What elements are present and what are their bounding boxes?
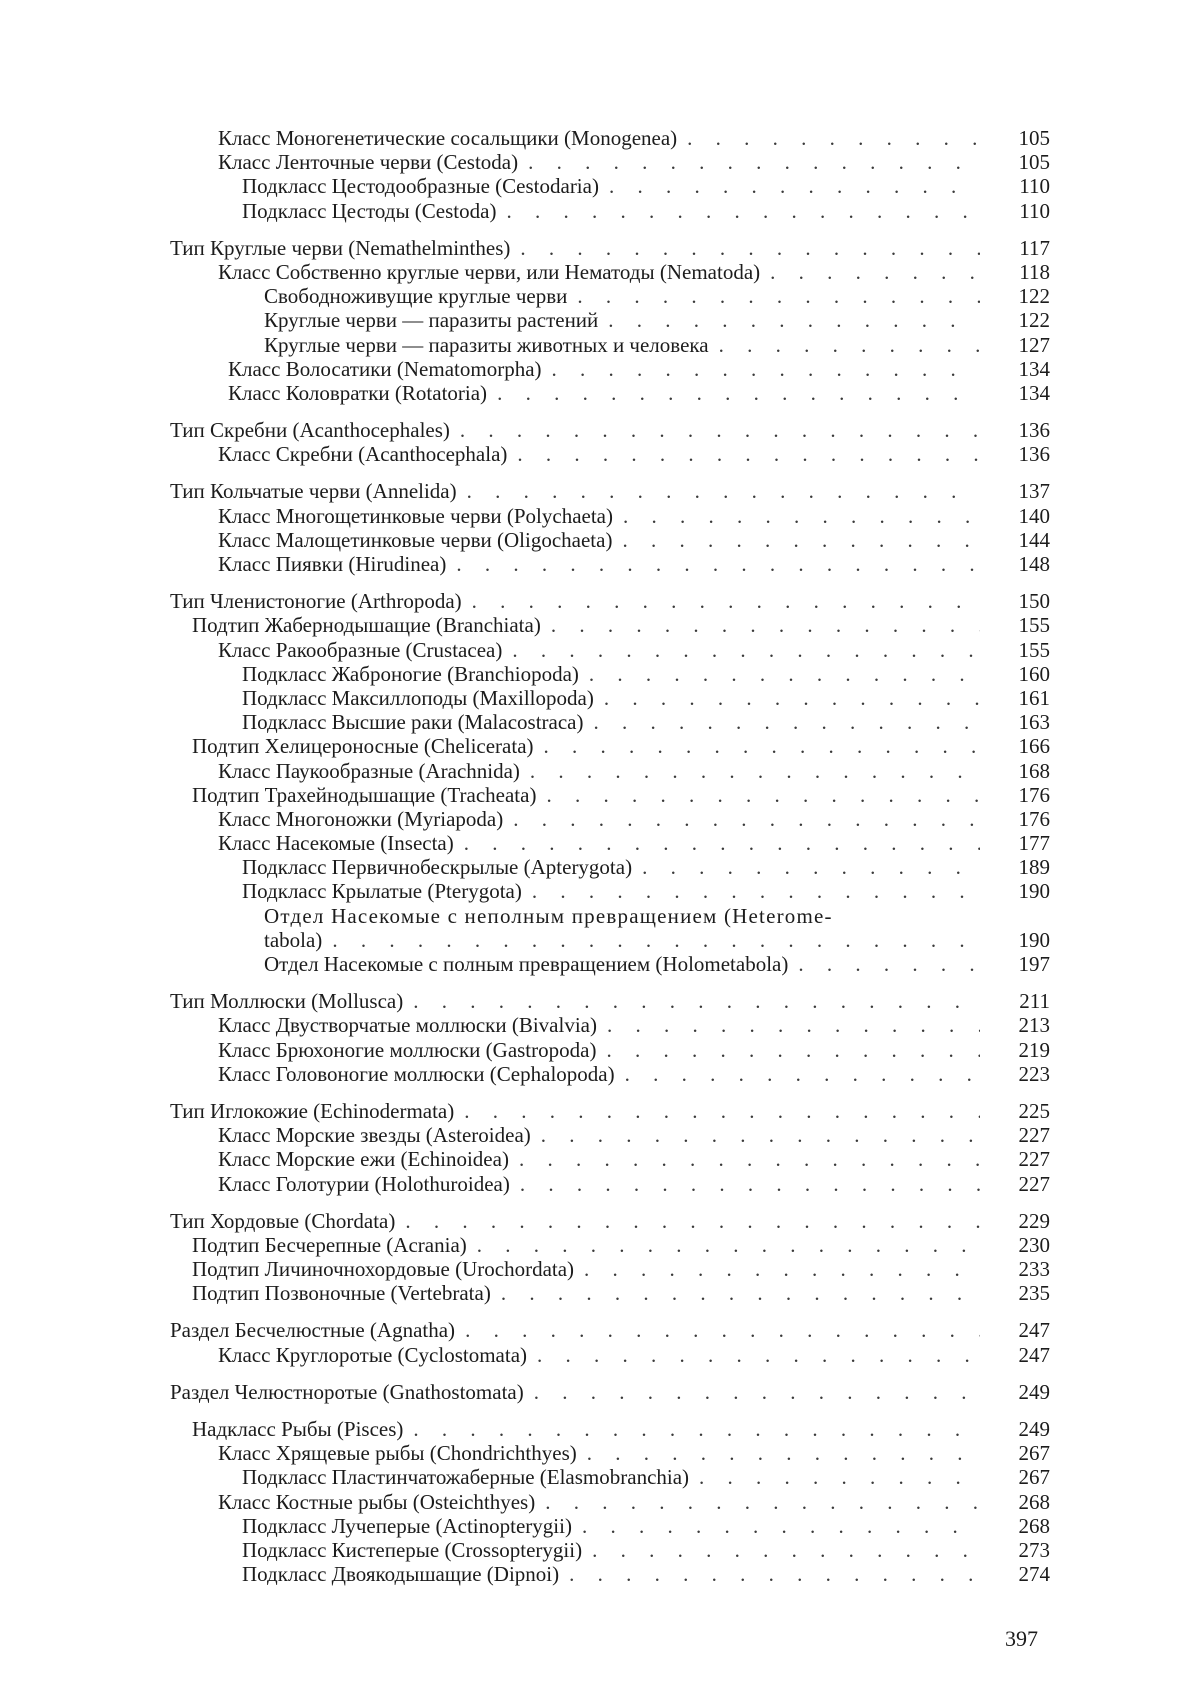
toc-entry bbox=[170, 1318, 1050, 1342]
toc-entry-title: Подкласс Цестоды (Cestoda) bbox=[242, 199, 500, 223]
toc-entry bbox=[170, 381, 1050, 405]
toc-entry-leader bbox=[192, 1417, 980, 1441]
toc-entry-leader bbox=[192, 783, 980, 807]
toc-entry-page: 219 bbox=[1018, 1037, 1050, 1062]
toc-entry-page: 197 bbox=[1018, 952, 1050, 976]
toc-entry-leader bbox=[218, 1038, 980, 1062]
toc-entry-title: Класс Ракообразные (Crustacea) bbox=[218, 638, 506, 662]
table-of-contents bbox=[170, 126, 1050, 1586]
toc-entry-page: 233 bbox=[1018, 1257, 1050, 1282]
toc-entry-page: 273 bbox=[1018, 1537, 1050, 1562]
toc-entry-leader bbox=[170, 479, 980, 503]
toc-entry-page: 190 bbox=[1018, 879, 1050, 904]
toc-entry-page: 105 bbox=[1018, 150, 1050, 175]
toc-entry-title: Отдел Насекомые с неполным превращением (Heterome- bbox=[264, 904, 837, 928]
toc-entry-leader bbox=[170, 1209, 980, 1233]
toc-entry-title: Класс Морские ежи (Echinoidea) bbox=[218, 1147, 513, 1171]
toc-entry bbox=[170, 357, 1050, 381]
toc-entry-title: Подкласс Жаброногие (Branchiopoda) bbox=[242, 662, 583, 686]
toc-entry-page: 227 bbox=[1018, 1123, 1050, 1148]
toc-entry-page: 176 bbox=[1018, 782, 1050, 807]
toc-entry bbox=[170, 442, 1050, 466]
toc-entry-leader bbox=[218, 831, 980, 855]
toc-entry-page: 110 bbox=[1019, 198, 1050, 223]
toc-entry bbox=[170, 1062, 1050, 1086]
toc-entry bbox=[170, 552, 1050, 576]
toc-entry-title: Тип Членистоногие (Arthropoda) bbox=[170, 589, 466, 613]
toc-entry-title: Класс Моногенетические сосальщики (Monogenea) bbox=[218, 126, 681, 150]
toc-entry-leader bbox=[218, 1490, 980, 1514]
toc-entry bbox=[170, 686, 1050, 710]
toc-entry-title: Класс Хрящевые рыбы (Chondrichthyes) bbox=[218, 1441, 581, 1465]
toc-entry-leader bbox=[242, 855, 980, 879]
toc-entry-leader bbox=[218, 1123, 980, 1147]
toc-entry-leader bbox=[170, 1099, 980, 1123]
toc-entry-page: 211 bbox=[1019, 989, 1050, 1014]
toc-entry-title: Класс Насекомые (Insecta) bbox=[218, 831, 458, 855]
toc-entry bbox=[170, 284, 1050, 308]
toc-entry-leader bbox=[192, 1233, 980, 1257]
toc-entry bbox=[170, 1257, 1050, 1281]
toc-entry-page: 148 bbox=[1018, 552, 1050, 576]
toc-entry-page: 230 bbox=[1018, 1232, 1050, 1257]
toc-entry bbox=[170, 1233, 1050, 1257]
toc-entry-page: 227 bbox=[1018, 1147, 1050, 1172]
toc-entry bbox=[170, 1343, 1050, 1367]
toc-entry-page: 110 bbox=[1019, 174, 1050, 199]
toc-entry-leader bbox=[218, 442, 980, 466]
toc-entry bbox=[170, 1490, 1050, 1514]
toc-entry bbox=[170, 1172, 1050, 1196]
toc-entry-page: 127 bbox=[1018, 332, 1050, 357]
toc-entry-title: Класс Голотурии (Holothuroidea) bbox=[218, 1172, 514, 1196]
toc-entry-title: Тип Скребни (Acanthocephales) bbox=[170, 418, 454, 442]
toc-entry-page: 134 bbox=[1018, 356, 1050, 381]
toc-entry-title: Тип Иглокожие (Echinodermata) bbox=[170, 1099, 458, 1123]
toc-entry-page: 105 bbox=[1018, 126, 1050, 150]
toc-entry bbox=[170, 662, 1050, 686]
toc-entry bbox=[170, 150, 1050, 174]
toc-entry-title: Подтип Жабернодышащие (Branchiata) bbox=[192, 613, 545, 637]
toc-entry-leader bbox=[264, 333, 980, 357]
toc-entry-page: 155 bbox=[1018, 637, 1050, 662]
toc-entry-title: Подтип Бесчерепные (Acrania) bbox=[192, 1233, 471, 1257]
toc-entry bbox=[170, 807, 1050, 831]
toc-entry bbox=[170, 879, 1050, 903]
toc-entry-title: Свободноживущие круглые черви bbox=[264, 284, 571, 308]
toc-entry-page: 229 bbox=[1018, 1208, 1050, 1233]
toc-entry-title: Подкласс Высшие раки (Malacostraca) bbox=[242, 710, 588, 734]
toc-entry-title: Класс Головоногие моллюски (Cephalopoda) bbox=[218, 1062, 619, 1086]
toc-entry-leader bbox=[242, 879, 980, 903]
toc-entry-title: Тип Круглые черви (Nemathelminthes) bbox=[170, 236, 514, 260]
toc-entry-page: 144 bbox=[1018, 527, 1050, 552]
toc-entry bbox=[170, 528, 1050, 552]
toc-entry bbox=[170, 199, 1050, 223]
toc-entry-leader bbox=[242, 1465, 980, 1489]
toc-entry-page: 267 bbox=[1018, 1465, 1050, 1490]
toc-entry-title: Тип Моллюски (Mollusca) bbox=[170, 989, 407, 1013]
toc-entry-title: Раздел Бесчелюстные (Agnatha) bbox=[170, 1318, 459, 1342]
toc-entry-leader bbox=[170, 989, 980, 1013]
toc-entry bbox=[170, 831, 1050, 855]
toc-entry-leader bbox=[218, 126, 980, 150]
toc-entry-leader bbox=[242, 686, 980, 710]
toc-entry bbox=[170, 174, 1050, 198]
toc-entry-title: tabola) bbox=[264, 928, 326, 952]
toc-entry-leader bbox=[242, 662, 980, 686]
toc-entry-title: Подтип Позвоночные (Vertebrata) bbox=[192, 1281, 495, 1305]
toc-entry-title: Подкласс Максиллоподы (Maxillopoda) bbox=[242, 686, 598, 710]
toc-entry-title: Класс Паукообразные (Arachnida) bbox=[218, 759, 524, 783]
toc-entry-leader bbox=[218, 1441, 980, 1465]
toc-entry-leader bbox=[242, 1538, 980, 1562]
toc-entry-page: 190 bbox=[1018, 927, 1050, 952]
toc-entry-page: 249 bbox=[1018, 1379, 1050, 1404]
toc-entry-title: Подтип Личиночнохордовые (Urochordata) bbox=[192, 1257, 578, 1281]
toc-entry-page: 140 bbox=[1018, 503, 1050, 528]
toc-entry-leader bbox=[218, 1172, 980, 1196]
toc-entry bbox=[170, 1038, 1050, 1062]
toc-entry bbox=[170, 734, 1050, 758]
toc-entry bbox=[170, 1380, 1050, 1404]
toc-entry-page: 268 bbox=[1018, 1513, 1050, 1538]
toc-entry-page: 227 bbox=[1018, 1171, 1050, 1196]
toc-entry-leader bbox=[192, 613, 980, 637]
toc-entry bbox=[170, 1441, 1050, 1465]
toc-entry-leader bbox=[192, 1281, 980, 1305]
toc-entry-title: Класс Морские звезды (Asteroidea) bbox=[218, 1123, 535, 1147]
toc-entry bbox=[170, 333, 1050, 357]
toc-entry-title: Класс Малощетинковые черви (Oligochaeta) bbox=[218, 528, 616, 552]
toc-entry-leader bbox=[242, 199, 980, 223]
toc-entry bbox=[170, 260, 1050, 284]
toc-entry-leader bbox=[170, 1380, 980, 1404]
toc-entry bbox=[170, 710, 1050, 734]
toc-entry-leader bbox=[218, 528, 980, 552]
toc-entry-title: Класс Пиявки (Hirudinea) bbox=[218, 552, 450, 576]
toc-entry-page: 225 bbox=[1018, 1098, 1050, 1123]
toc-entry-title: Класс Многощетинковые черви (Polychaeta) bbox=[218, 504, 617, 528]
toc-entry-page: 155 bbox=[1018, 613, 1050, 638]
toc-entry-page: 136 bbox=[1018, 418, 1050, 443]
toc-entry-page: 166 bbox=[1018, 734, 1050, 759]
toc-entry bbox=[170, 1099, 1050, 1123]
toc-entry-title: Класс Коловратки (Rotatoria) bbox=[228, 381, 491, 405]
toc-entry bbox=[170, 1147, 1050, 1171]
toc-entry-title: Класс Собственно круглые черви, или Нематоды (Nematoda) bbox=[218, 260, 764, 284]
toc-entry-leader bbox=[242, 1514, 980, 1538]
toc-entry-title: Тип Хордовые (Chordata) bbox=[170, 1209, 399, 1233]
toc-entry bbox=[170, 1123, 1050, 1147]
toc-entry bbox=[170, 1209, 1050, 1233]
toc-entry bbox=[170, 928, 1050, 952]
toc-entry bbox=[170, 1281, 1050, 1305]
toc-entry-title: Подкласс Цестодообразные (Cestodaria) bbox=[242, 174, 603, 198]
toc-entry-page: 160 bbox=[1018, 661, 1050, 686]
toc-entry bbox=[170, 759, 1050, 783]
toc-entry-title: Подкласс Двоякодышащие (Dipnoi) bbox=[242, 1562, 563, 1586]
toc-entry-page: 274 bbox=[1018, 1562, 1050, 1587]
toc-entry-page: 213 bbox=[1018, 1013, 1050, 1038]
toc-entry-leader bbox=[170, 236, 980, 260]
toc-entry bbox=[170, 504, 1050, 528]
toc-entry-title: Подкласс Крылатые (Pterygota) bbox=[242, 879, 526, 903]
toc-entry-page: 267 bbox=[1018, 1441, 1050, 1466]
toc-entry-leader bbox=[218, 1147, 980, 1171]
toc-entry-page: 122 bbox=[1018, 308, 1050, 333]
toc-entry bbox=[170, 613, 1050, 637]
toc-entry-leader bbox=[192, 1257, 980, 1281]
toc-entry-page: 163 bbox=[1018, 710, 1050, 735]
toc-entry bbox=[170, 126, 1050, 150]
toc-entry-page: 249 bbox=[1018, 1417, 1050, 1441]
toc-entry-title: Раздел Челюстноротые (Gnathostomata) bbox=[170, 1380, 528, 1404]
toc-entry bbox=[170, 589, 1050, 613]
toc-entry-leader bbox=[218, 1013, 980, 1037]
toc-entry bbox=[170, 783, 1050, 807]
toc-entry bbox=[170, 1562, 1050, 1586]
toc-entry-leader bbox=[264, 284, 980, 308]
toc-entry-page: 247 bbox=[1018, 1342, 1050, 1367]
toc-entry-page: 117 bbox=[1019, 235, 1050, 260]
toc-entry-title: Круглые черви — паразиты растений bbox=[264, 308, 602, 332]
toc-entry-leader bbox=[170, 589, 980, 613]
toc-entry-leader bbox=[218, 1343, 980, 1367]
toc-entry bbox=[170, 418, 1050, 442]
toc-entry-leader bbox=[218, 807, 980, 831]
toc-entry-title: Класс Волосатики (Nematomorpha) bbox=[228, 357, 546, 381]
toc-entry bbox=[170, 855, 1050, 879]
toc-entry-page: 137 bbox=[1018, 479, 1050, 504]
toc-entry-leader bbox=[228, 357, 980, 381]
toc-entry-title: Класс Двустворчатые моллюски (Bivalvia) bbox=[218, 1013, 601, 1037]
toc-entry-leader bbox=[170, 1318, 980, 1342]
toc-entry bbox=[170, 1013, 1050, 1037]
toc-entry-title: Подкласс Лучеперые (Actinopterygii) bbox=[242, 1514, 576, 1538]
toc-entry bbox=[170, 904, 1050, 928]
toc-entry bbox=[170, 1465, 1050, 1489]
toc-entry bbox=[170, 989, 1050, 1013]
toc-entry bbox=[170, 479, 1050, 503]
toc-entry-page: 189 bbox=[1018, 855, 1050, 880]
toc-entry bbox=[170, 308, 1050, 332]
toc-entry-page: 134 bbox=[1018, 380, 1050, 405]
toc-entry-leader bbox=[218, 552, 980, 576]
toc-entry bbox=[170, 1514, 1050, 1538]
toc-entry-page: 177 bbox=[1018, 831, 1050, 856]
toc-entry-title: Подтип Хелицероносные (Chelicerata) bbox=[192, 734, 538, 758]
toc-entry-leader bbox=[218, 504, 980, 528]
toc-entry-leader bbox=[218, 260, 980, 284]
toc-entry-leader bbox=[192, 734, 980, 758]
toc-entry-title: Класс Скребни (Acanthocephala) bbox=[218, 442, 511, 466]
toc-entry-leader bbox=[218, 150, 980, 174]
toc-entry-page: 268 bbox=[1018, 1489, 1050, 1514]
toc-entry-page: 136 bbox=[1018, 442, 1050, 467]
toc-entry-title: Класс Брюхоногие моллюски (Gastropoda) bbox=[218, 1038, 600, 1062]
toc-entry-leader bbox=[264, 308, 980, 332]
toc-entry bbox=[170, 1417, 1050, 1441]
toc-entry-leader bbox=[264, 904, 1050, 928]
toc-entry bbox=[170, 952, 1050, 976]
toc-entry-leader bbox=[242, 1562, 980, 1586]
toc-entry-title: Тип Кольчатые черви (Annelida) bbox=[170, 479, 461, 503]
toc-entry-page: 150 bbox=[1018, 589, 1050, 614]
toc-entry-title: Подкласс Кистеперые (Crossopterygii) bbox=[242, 1538, 586, 1562]
toc-entry-leader bbox=[242, 174, 980, 198]
toc-entry-leader bbox=[242, 710, 980, 734]
toc-entry-title: Класс Костные рыбы (Osteichthyes) bbox=[218, 1490, 539, 1514]
toc-entry-title: Подтип Трахейнодышащие (Tracheata) bbox=[192, 783, 540, 807]
toc-entry-page: 247 bbox=[1018, 1318, 1050, 1343]
toc-entry-title: Круглые черви — паразиты животных и человека bbox=[264, 333, 713, 357]
toc-entry-page: 122 bbox=[1018, 284, 1050, 309]
toc-entry-title: Класс Круглоротые (Cyclostomata) bbox=[218, 1343, 531, 1367]
toc-entry bbox=[170, 1538, 1050, 1562]
toc-entry-leader bbox=[218, 638, 980, 662]
page-number: 397 bbox=[1005, 1626, 1038, 1651]
toc-entry bbox=[170, 236, 1050, 260]
toc-entry-leader bbox=[218, 759, 980, 783]
toc-entry-title: Класс Ленточные черви (Cestoda) bbox=[218, 150, 522, 174]
toc-entry bbox=[170, 638, 1050, 662]
toc-entry-leader bbox=[170, 418, 980, 442]
toc-entry-leader bbox=[264, 928, 980, 952]
toc-entry-title: Класс Многоножки (Myriapoda) bbox=[218, 807, 507, 831]
toc-entry-leader bbox=[264, 952, 980, 976]
toc-entry-page: 223 bbox=[1018, 1061, 1050, 1086]
toc-entry-title: Отдел Насекомые с полным превращением (Holometabola) bbox=[264, 952, 792, 976]
toc-entry-title: Надкласс Рыбы (Pisces) bbox=[192, 1417, 407, 1441]
toc-entry-page: 235 bbox=[1018, 1281, 1050, 1306]
toc-entry-page: 118 bbox=[1019, 259, 1050, 284]
toc-entry-leader bbox=[218, 1062, 980, 1086]
toc-entry-page: 161 bbox=[1018, 685, 1050, 710]
toc-entry-page: 168 bbox=[1018, 758, 1050, 783]
toc-entry-leader bbox=[228, 381, 980, 405]
toc-entry-title: Подкласс Пластинчатожаберные (Elasmobranchia) bbox=[242, 1465, 693, 1489]
toc-entry-title: Подкласс Первичнобескрылые (Apterygota) bbox=[242, 855, 636, 879]
toc-entry-page: 176 bbox=[1018, 806, 1050, 831]
